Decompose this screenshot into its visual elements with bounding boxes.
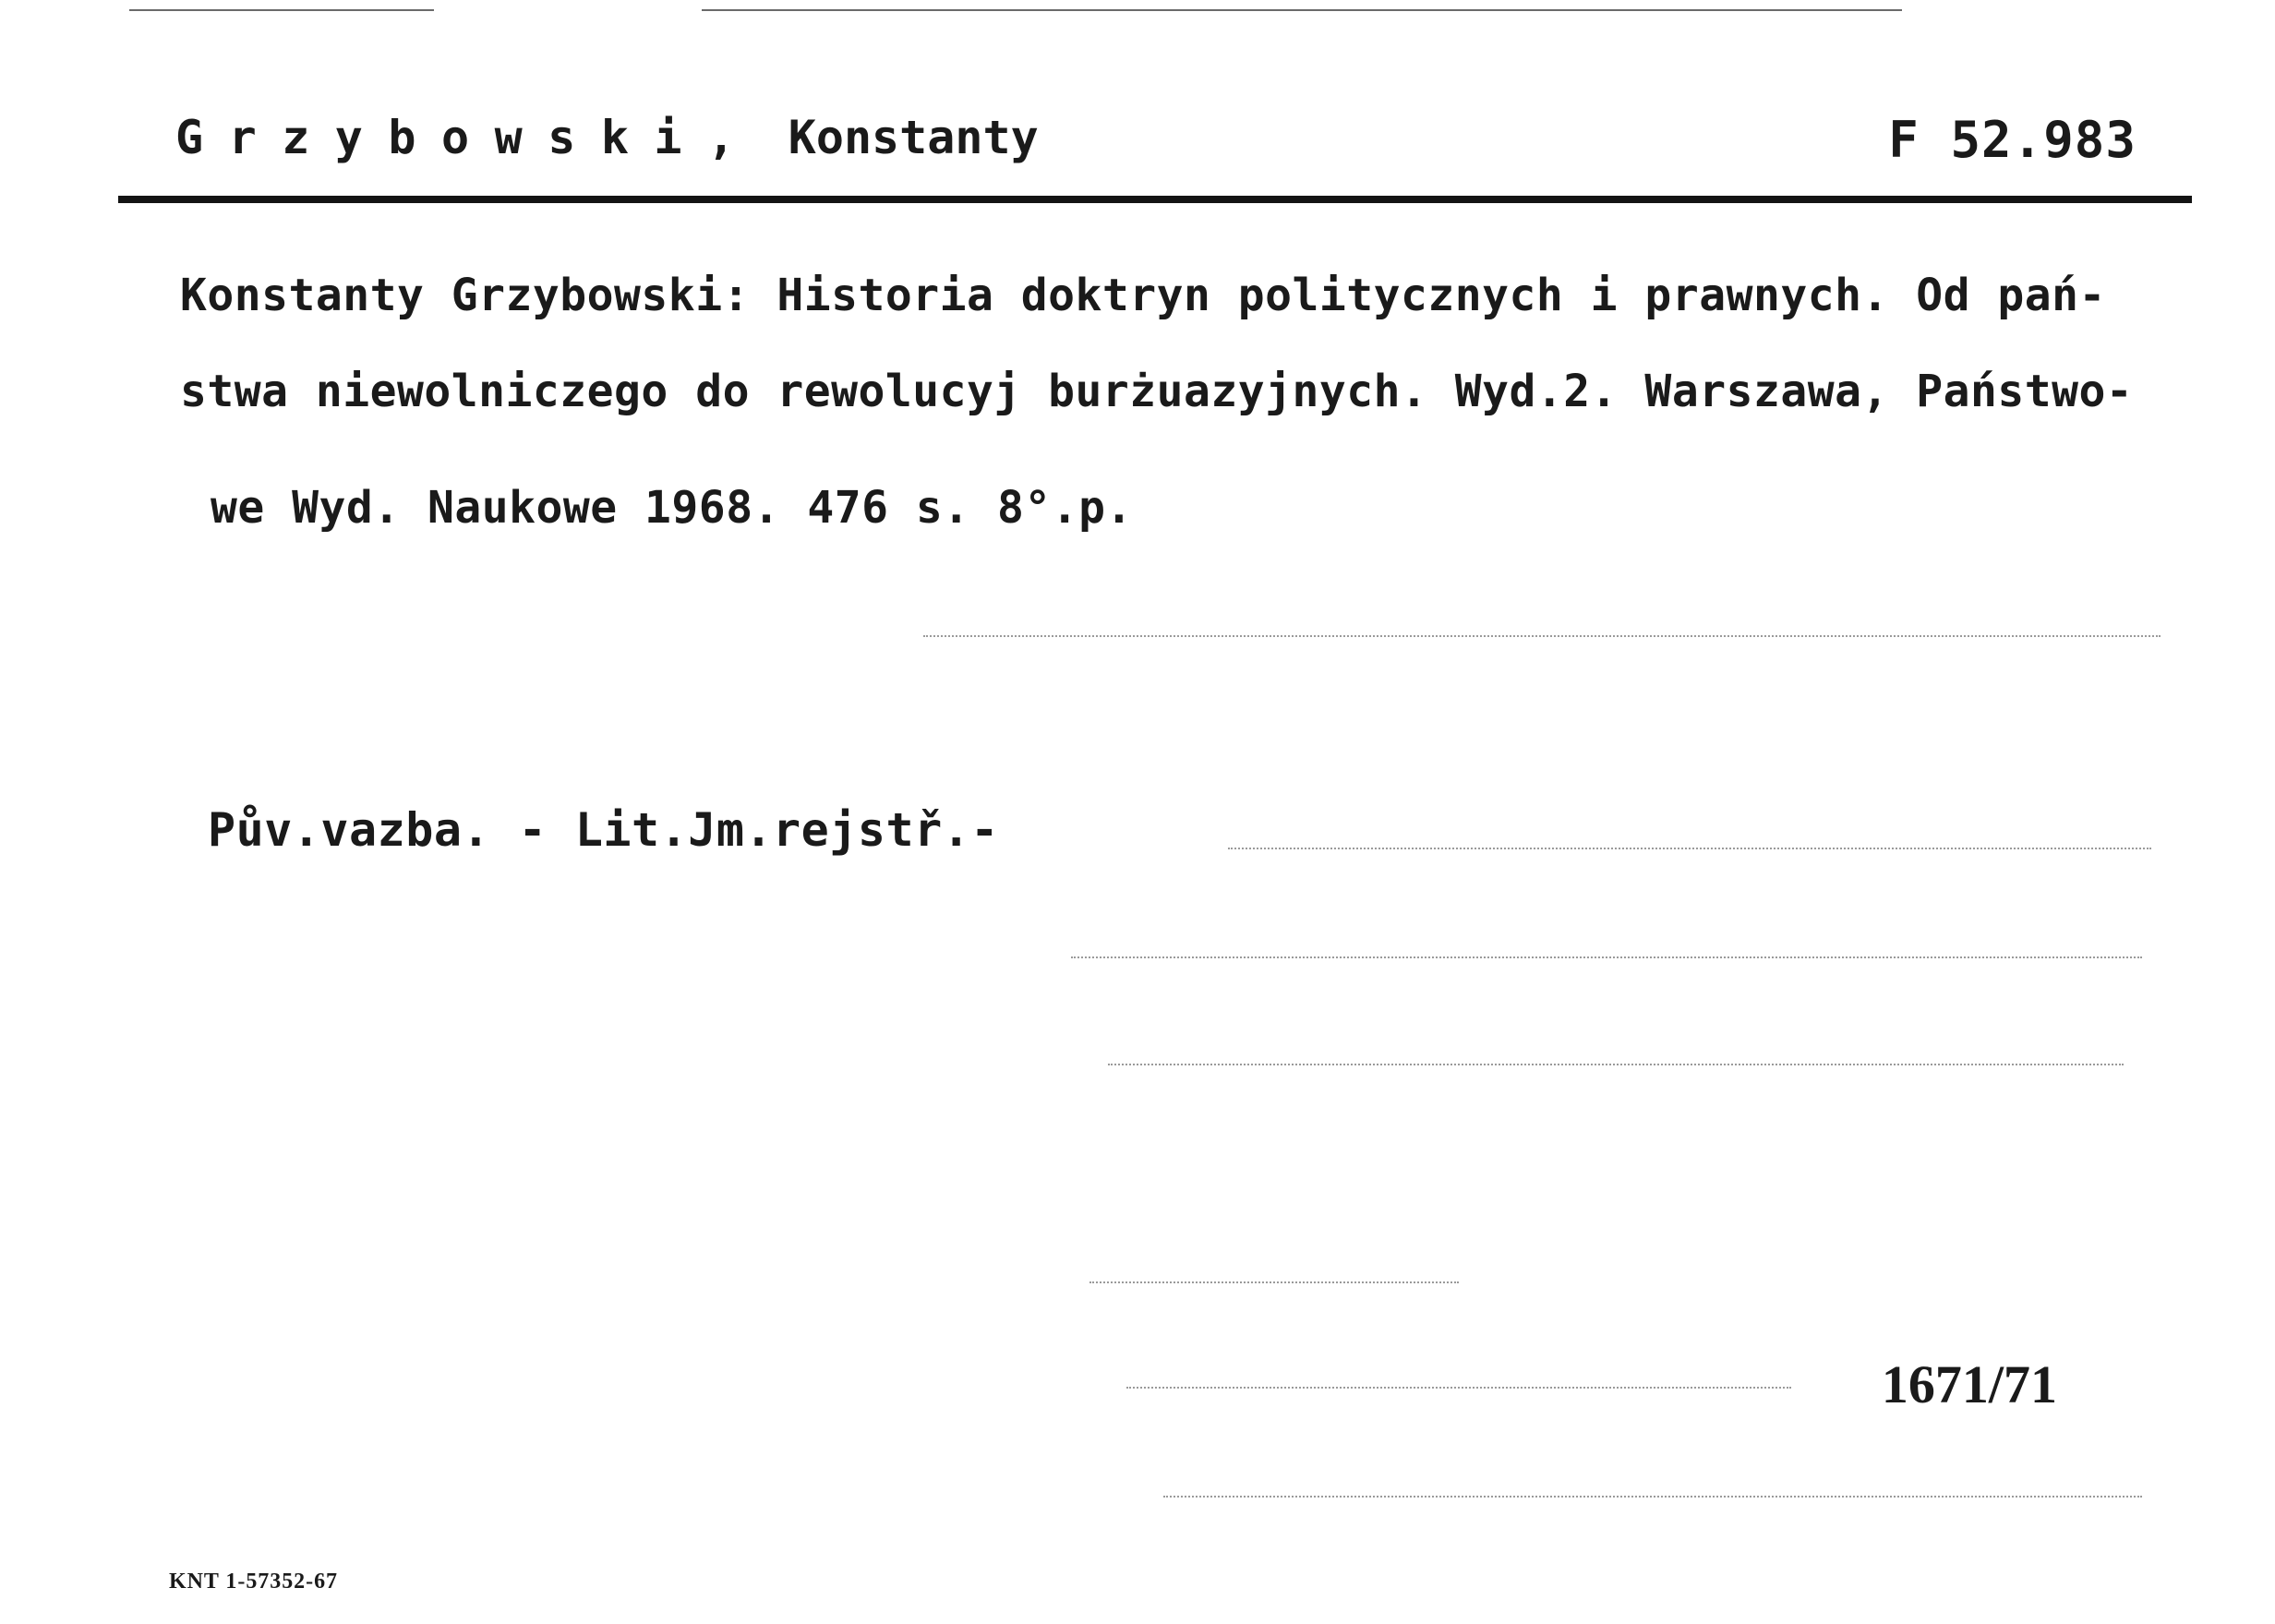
heading-rule (118, 196, 2192, 203)
accession-number: 1671/71 (1881, 1354, 2057, 1414)
author-surname: Grzybowski, (175, 111, 761, 164)
guide-dots (1126, 1387, 1791, 1390)
card-top-edge (702, 9, 1902, 11)
guide-dots (923, 635, 2161, 639)
guide-dots (1163, 1496, 2142, 1499)
author-given-name: Konstanty (788, 111, 1039, 164)
description-line: we Wyd. Naukowe 1968. 476 s. 8°.p. (211, 482, 1133, 534)
description-line: stwa niewolniczego do rewolucyj burżuazyjnych. Wyd.2. Warszawa, Państwo- (180, 366, 2134, 417)
shelfmark: F 52.983 (1888, 111, 2137, 169)
guide-dots (1108, 1064, 2124, 1067)
guide-dots (1071, 956, 2142, 960)
print-code: KNT 1-57352-67 (169, 1570, 338, 1594)
author-heading (175, 111, 1039, 164)
binding-note: Pův.vazba. - Lit.Jm.rejstř.- (208, 803, 999, 857)
description-line: Konstanty Grzybowski: Historia doktryn politycznych i prawnych. Od pań- (180, 270, 2106, 321)
guide-dots (1089, 1281, 1459, 1285)
guide-dots (1228, 848, 2151, 851)
card-top-edge (129, 9, 434, 11)
